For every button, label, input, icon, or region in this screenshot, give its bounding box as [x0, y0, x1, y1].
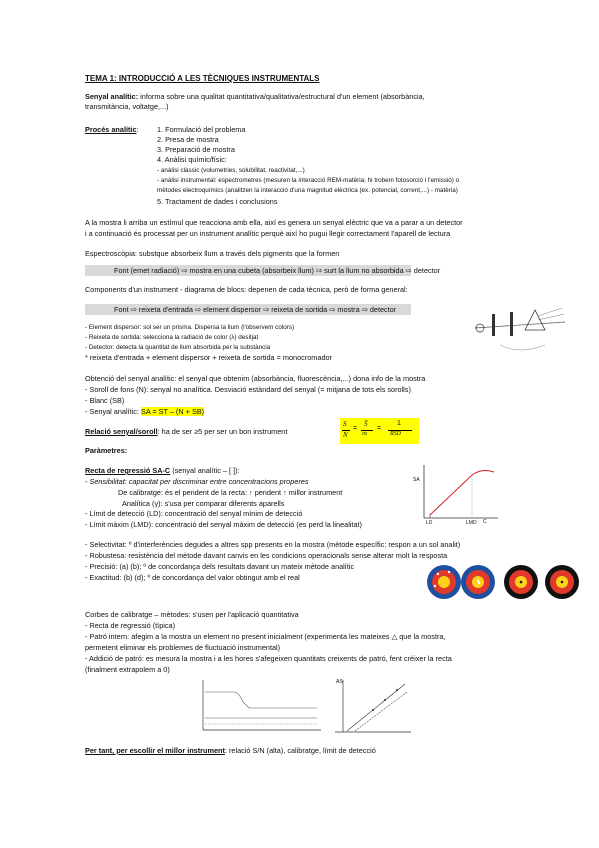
final-label: Per tant, per escollir el millor instrument — [85, 746, 225, 755]
recta-text: (senyal analític – [ ]): — [170, 466, 240, 475]
components-text: Components d'un instrument - diagrama de blocs: depenen de cada tècnica, però de forma general: — [85, 285, 408, 294]
formula-sbar: S̄ — [364, 420, 368, 428]
relacio-text: : ha de ser ≥5 per ser un bon instrument — [157, 427, 288, 436]
proces-label-row — [85, 125, 139, 135]
senyal-label: Senyal analític: — [85, 92, 139, 101]
final-text: : relació S/N (alta), calibratge, límit de detecció — [224, 746, 376, 755]
final-row — [85, 746, 376, 756]
graph-label-ld: LD — [426, 520, 433, 526]
mostra-line-1: A la mostra li arriba un estímul que reacciona amb ella, així es genera un senyal elèctric que va a parar a un detector — [85, 218, 463, 227]
obtencio-line-4 — [85, 407, 204, 417]
limit-maxim-text: - Límit màxim (LMD): concentració del senyal màxim de detecció (es perd la linealitat) — [85, 520, 362, 529]
recta-row — [85, 466, 240, 476]
internal-standard-graph — [195, 678, 325, 736]
selectivitat-text: - Selectivitat: º d'interferències degudes a altres spp presents en la mostra (mètode específic: respon a un sol analit) — [85, 540, 461, 549]
proces-step-4: 4. Anàlisi químic/físic: — [157, 155, 227, 164]
mostra-line-2: i a continuació és processat per un instrument analític perquè així ho pugui llegir correctament l'aparell de lectura — [85, 229, 451, 238]
corbes-line-5: - Addició de patró: es mesura la mostra i a les hores s'afegeixen quantitats creixents de patró, fent créixer la recta — [85, 654, 452, 663]
limit-deteccio-text: - Límit de detecció (LD): concentració del senyal mínim de detecció — [85, 509, 303, 518]
flow-bar-instrument-text: Font ⇨ reixeta d'entrada ⇨ element dispersor ⇨ reixeta de sortida ⇨ mostra ⇨ detector — [114, 305, 397, 314]
proces-step-5: 5. Tractament de dades i conclusions — [157, 197, 278, 206]
espectroscopia-text: Espectroscòpia: substque absorbeix llum a través dels pigments que la formen — [85, 249, 340, 258]
proces-sub-1: - anàlisi clàssic (volumetries, solubilitat, reactivitat,...) — [157, 167, 305, 174]
proces-label: Procés analític — [85, 125, 137, 134]
senyal-analitic-formula: SA = ST – (N + SB) — [140, 407, 205, 416]
formula-sigma: σs — [362, 431, 368, 437]
sensibilitat-text: - Sensibilitat: capacitat per discriminar entre concentracions properes — [85, 477, 309, 486]
formula-one: 1 — [397, 420, 401, 427]
formula-n: N — [343, 431, 348, 439]
formula-rsd: RSD — [390, 431, 401, 437]
recta-label: Recta de regressió SA-C — [85, 466, 171, 475]
element-item-2: - Reixeta de sortida: selecciona la radiació de color (λ) desitjat — [85, 334, 259, 341]
corbes-line-3: - Patró intern: afegim a la mostra un element no present inicialment (experimenta les mateixes △ que la mostra, — [85, 632, 446, 641]
target-c-icon — [504, 565, 538, 599]
element-item-4: * reixeta d'entrada + element dispersor + reixeta de sortida = monocromador — [85, 353, 332, 362]
graph-label-lmd: LMD — [466, 520, 477, 526]
target-a-icon — [427, 565, 461, 599]
proces-step-2: 2. Presa de mostra — [157, 135, 219, 144]
formula-eq-1: = — [353, 425, 358, 432]
relacio-row — [85, 427, 287, 437]
exactitud-text: - Exactitud: (b) (d); º de concordança del valor obtingut amb el real — [85, 573, 300, 582]
corbes-line-1: Corbes de calibratge – mètodes: s'usen per l'aplicació quantitativa — [85, 610, 299, 619]
proces-colon: : — [136, 125, 139, 134]
graph-label-sa: SA — [413, 477, 420, 483]
analitica-text: Analítica (γ): s'usa per comparar diferents aparells — [122, 499, 285, 508]
parametres-heading: Paràmetres: — [85, 446, 128, 455]
precisio-text: - Precisió: (a) (b); º de concordança dels resultats davant un mateix mètode analític — [85, 562, 355, 571]
snr-formula-box — [340, 418, 419, 444]
senyal-analitic-label: - Senyal analític: — [85, 407, 141, 416]
obtencio-line-3: - Blanc (SB) — [85, 396, 125, 405]
accuracy-targets — [426, 563, 586, 601]
obtencio-line-1: Obtenció del senyal analític: el senyal que obtenim (absorbància, fluorescència,...) dona info de la mostra — [85, 374, 426, 383]
flow-bar-absorption-text: Font (emet radiació) ⇨ mostra en una cubeta (absorbeix llum) ⇨ surt la llum no absorbida ⇨ detector — [114, 266, 441, 275]
formula-s: S — [343, 420, 347, 428]
target-d-icon — [545, 565, 579, 599]
element-item-3: - Detector: detecta la quantitat de llum absorbida per la substància — [85, 344, 271, 351]
proces-sub-2b: mètodes electroquímics (analitzen la interacció d'una magnitud elèctrica (ex. potencial, corrent,...) - matèria) — [157, 187, 458, 194]
page-title: TEMA 1: INTRODUCCIÓ A LES TÈCNIQUES INSTRUMENTALS — [85, 74, 320, 83]
instrument-sketch — [470, 300, 570, 360]
formula-eq-2: = — [377, 425, 382, 432]
relacio-label: Relació senyal/soroll — [85, 427, 158, 436]
senyal-line-2: transmitància, voltatge,...) — [85, 102, 169, 111]
graph2-label-as: AS — [336, 679, 343, 685]
calibratge-text: De calibratge: és el pendent de la recta: ↑ pendent ↑ millor instrument — [118, 488, 343, 497]
graph-label-c: C — [483, 519, 487, 525]
obtencio-line-2: - Soroll de fons (N): senyal no analítica. Desviació estàndard del senyal (= mitjana de tots els sorolls) — [85, 385, 411, 394]
element-item-1: - Element dispersor: sol ser un prisma. Dispersa la llum (l'observem colors) — [85, 324, 295, 331]
corbes-line-2: - Recta de regressió (típica) — [85, 621, 176, 630]
senyal-line-1 — [85, 92, 425, 102]
corbes-line-6: (finalment extrapolem a 0) — [85, 665, 170, 674]
proces-step-1: 1. Formulació del problema — [157, 125, 246, 134]
standard-addition-graph — [333, 676, 413, 738]
proces-sub-2a: - anàlisi instrumental: espectrometres (mesuren la interacció REM-matèria; hi trobem fotosorció i l'emissió) o — [157, 177, 460, 184]
robustesa-text: - Robustesa: resistència del mètode davant canvis en les condicions operacionals sense alterar molt la resposta — [85, 551, 448, 560]
proces-step-3: 3. Preparació de mostra — [157, 145, 235, 154]
corbes-line-4: permetent eliminar els problemes de fluctuació instrumental) — [85, 643, 281, 652]
target-b-icon — [461, 565, 495, 599]
senyal-text-1: informa sobre una qualitat quantitativa/qualitativa/estructural d'un element (absorbància, — [140, 92, 425, 101]
